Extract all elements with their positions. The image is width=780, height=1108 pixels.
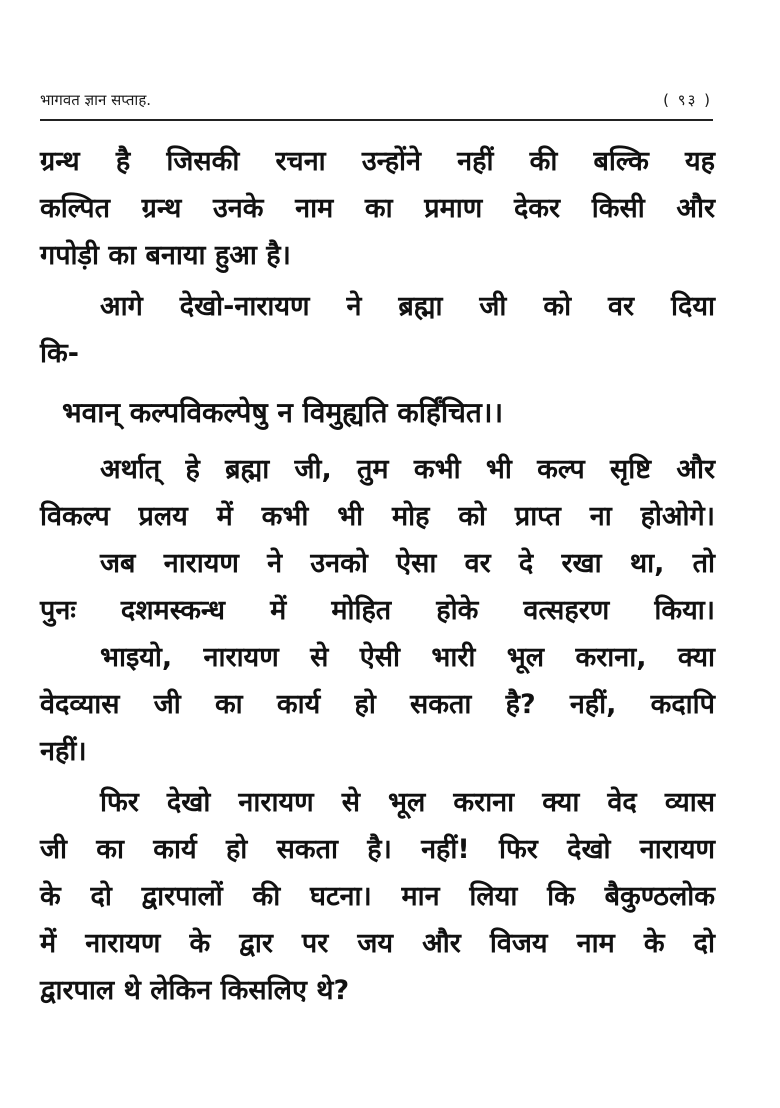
text-line: विकल्प प्रलय में कभी भी मोह को प्राप्त ना होओगे। [40, 501, 715, 532]
page-header [40, 88, 712, 118]
text-line: पुनः दशमस्कन्ध में मोहित होके वत्सहरण किया। [40, 595, 715, 626]
text-line: आगे देखो-नारायण ने ब्रह्मा जी को वर दिया [100, 291, 715, 322]
text-line: जब नारायण ने उनको ऐसा वर दे रखा था, तो [100, 548, 715, 579]
text-line: अर्थात् हे ब्रह्मा जी, तुम कभी भी कल्प सृष्टि और [100, 454, 715, 485]
text-line: द्वारपाल थे लेकिन किसलिए थे? [40, 975, 350, 1006]
body-text [40, 138, 715, 1014]
page-number: ( ९३ ) [663, 91, 712, 109]
text-line: गपोड़ी का बनाया हुआ है। [40, 240, 291, 271]
text-line: नहीं। [40, 736, 87, 767]
text-line: वेदव्यास जी का कार्य हो सकता है? नहीं, कदापि [40, 689, 715, 720]
text-line: भाइयो, नारायण से ऐसी भारी भूल कराना, क्या [100, 642, 715, 673]
text-line: फिर देखो नारायण से भूल कराना क्या वेद व्यास [100, 787, 715, 818]
running-title: भागवत ज्ञान सप्ताह. [40, 91, 152, 109]
text-line: कल्पित ग्रन्थ उनके नाम का प्रमाण देकर किसी और [40, 193, 715, 224]
text-line: जी का कार्य हो सकता है। नहीं! फिर देखो नारायण [40, 834, 715, 865]
text-line: में नारायण के द्वार पर जय और विजय नाम के दो [40, 928, 715, 959]
text-line: के दो द्वारपालों की घटना। मान लिया कि बैकुण्ठलोक [40, 881, 715, 912]
header-rule [40, 119, 713, 121]
sanskrit-verse: भवान् कल्पविकल्पेषु न विमुह्यति कर्हिंचित।। [62, 396, 504, 429]
text-line: ग्रन्थ है जिसकी रचना उन्होंने नहीं की बल्कि यह [40, 146, 715, 177]
text-line: कि- [40, 338, 79, 369]
